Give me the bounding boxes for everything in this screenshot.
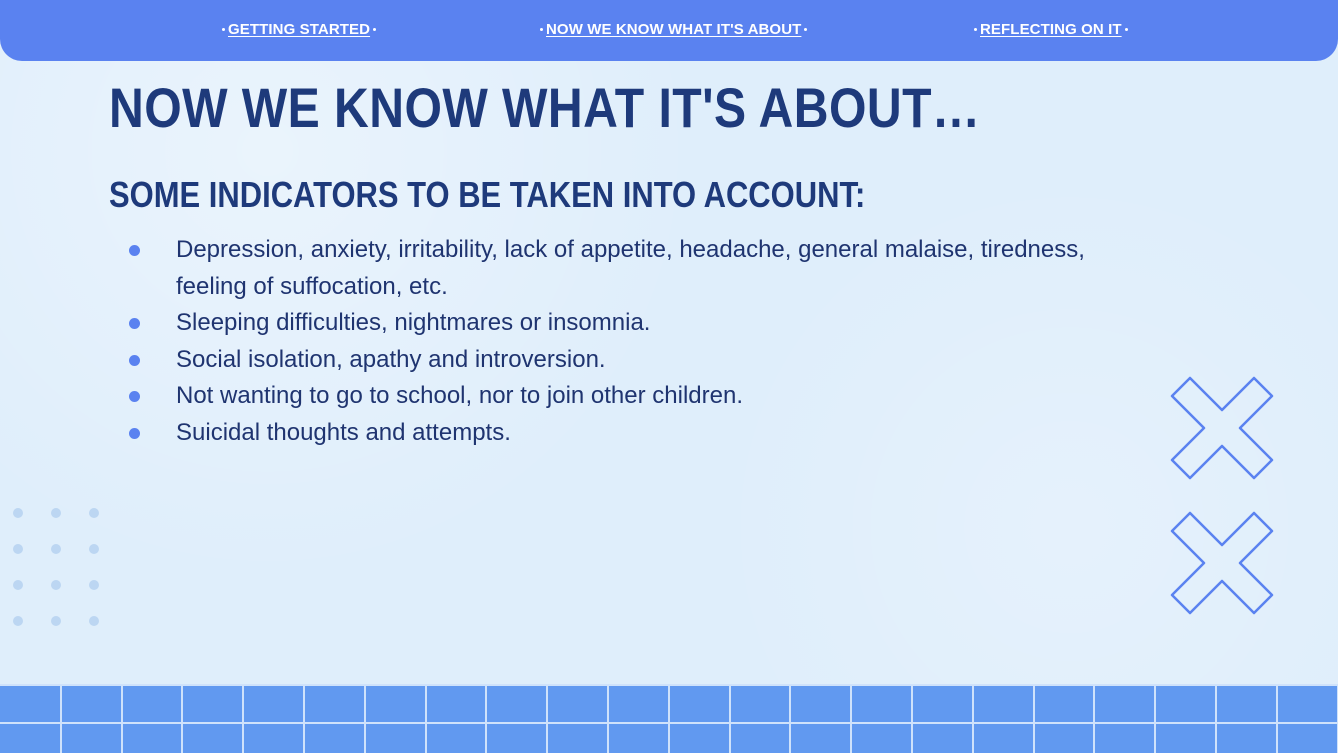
nav-dot-left	[974, 28, 977, 31]
indicator-text: Depression, anxiety, irritability, lack of appetite, headache, general malaise, tiredness, feeling of suffocation, etc.	[176, 236, 1085, 300]
x-mark-icon	[1170, 511, 1274, 615]
tile-line	[1093, 684, 1095, 753]
decor-dot	[89, 616, 99, 626]
tile-line	[425, 684, 427, 753]
tile-line	[121, 684, 123, 753]
decor-dot	[89, 580, 99, 590]
tile-line	[607, 684, 609, 753]
tile-line	[181, 684, 183, 753]
decor-dot	[51, 508, 61, 518]
tile-line	[1033, 684, 1035, 753]
nav-link-reflecting-on-it[interactable]	[971, 20, 1131, 40]
decor-dot	[51, 580, 61, 590]
indicator-item	[128, 378, 1138, 415]
nav-link-label: REFLECTING ON IT	[980, 21, 1122, 38]
decor-dot	[51, 616, 61, 626]
nav-link-now-we-know[interactable]	[537, 20, 810, 40]
tile-line	[1154, 684, 1156, 753]
decor-dot	[51, 544, 61, 554]
tile-line	[485, 684, 487, 753]
dot-grid-decoration	[12, 508, 102, 628]
tile-line	[789, 684, 791, 753]
indicator-item	[128, 232, 1138, 305]
tile-band-decoration	[0, 684, 1338, 753]
top-nav-bar	[0, 0, 1338, 61]
decor-dot	[89, 508, 99, 518]
decor-dot	[89, 544, 99, 554]
tile-line	[1215, 684, 1217, 753]
bullet-dot-icon	[129, 355, 140, 366]
nav-link-label: NOW WE KNOW WHAT IT'S ABOUT	[546, 21, 802, 38]
section-subtitle: SOME INDICATORS TO BE TAKEN INTO ACCOUNT:	[109, 174, 866, 215]
x-mark-icon	[1170, 376, 1274, 480]
nav-dot-right	[804, 28, 807, 31]
tile-line	[364, 684, 366, 753]
bullet-dot-icon	[129, 318, 140, 329]
indicator-text: Not wanting to go to school, nor to join other children.	[176, 382, 743, 409]
tile-line	[850, 684, 852, 753]
indicator-item	[128, 305, 1138, 342]
nav-dot-right	[373, 28, 376, 31]
nav-link-getting-started[interactable]	[219, 20, 379, 40]
decor-dot	[13, 616, 23, 626]
page-title: NOW WE KNOW WHAT IT'S ABOUT…	[109, 76, 981, 139]
indicator-text: Social isolation, apathy and introversion.	[176, 345, 606, 373]
indicator-item	[128, 415, 1138, 452]
indicator-text: Sleeping difficulties, nightmares or insomnia.	[176, 309, 651, 336]
tile-line	[911, 684, 913, 753]
bullet-dot-icon	[129, 428, 140, 439]
decor-dot	[13, 580, 23, 590]
decor-dot	[13, 544, 23, 554]
tile-line	[546, 684, 548, 753]
nav-dot-left	[222, 28, 225, 31]
indicator-list	[128, 232, 1138, 451]
nav-dot-left	[540, 28, 543, 31]
nav-dot-right	[1125, 28, 1128, 31]
tile-line	[972, 684, 974, 753]
tile-line	[729, 684, 731, 753]
bullet-dot-icon	[129, 245, 140, 256]
nav-link-label: GETTING STARTED	[228, 21, 371, 38]
tile-line	[1276, 684, 1278, 753]
tile-line	[242, 684, 244, 753]
bullet-dot-icon	[129, 391, 140, 402]
decor-dot	[13, 508, 23, 518]
tile-line	[60, 684, 62, 753]
tile-line	[668, 684, 670, 753]
tile-line	[303, 684, 305, 753]
indicator-item	[128, 342, 1138, 379]
indicator-text: Suicidal thoughts and attempts.	[176, 418, 511, 446]
